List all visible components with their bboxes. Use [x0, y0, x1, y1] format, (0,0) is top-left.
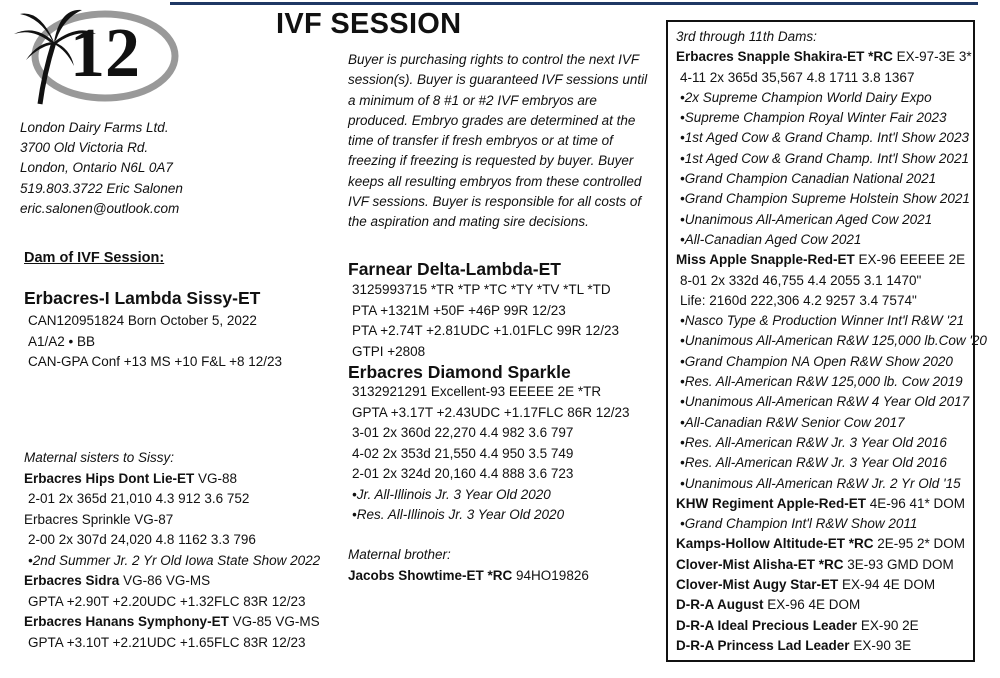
dam-name: Clover-Mist Alisha-ET *RC	[676, 556, 844, 572]
mgd-name: Erbacres Diamond Sparkle	[348, 362, 571, 382]
dam-score: 4E-96 41* DOM	[866, 495, 966, 511]
dam-note: •Res. All-American R&W Jr. 3 Year Old 2016	[680, 455, 947, 471]
dam-heading: Dam of IVF Session:	[24, 250, 165, 266]
mgd-line: 4-02 2x 353d 21,550 4.4 950 3.5 749	[352, 445, 574, 461]
dam-record: Life: 2160d 222,306 4.2 9257 3.4 7574"	[680, 292, 917, 308]
dam-record: 8-01 2x 332d 46,755 4.4 2055 3.1 1470"	[680, 272, 922, 288]
maternal-brother-code: 94HO19826	[512, 567, 589, 583]
sister-name: Erbacres Hanans Symphony-ET	[24, 614, 229, 629]
dam-line: CAN-GPA Conf +13 MS +10 F&L +8 12/23	[28, 354, 283, 369]
dam-line: CAN120951824 Born October 5, 2022	[28, 313, 257, 328]
sister-record: GPTA +3.10T +2.21UDC +1.65FLC 83R 12/23	[28, 634, 306, 650]
lot-number: 12	[70, 15, 140, 92]
sire-name: Farnear Delta-Lambda-ET	[348, 259, 561, 279]
sister-name-row	[24, 510, 320, 531]
mgd-note: •Jr. All-Illinois Jr. 3 Year Old 2020	[352, 486, 551, 502]
sister-name: Erbacres Sidra	[24, 573, 120, 588]
dam-score: EX-90 2E	[857, 617, 919, 633]
consignor-line: 3700 Old Victoria Rd.	[20, 140, 149, 156]
consignor-line: eric.salonen@outlook.com	[20, 200, 180, 216]
dam-note: •Grand Champion Canadian National 2021	[680, 171, 937, 187]
sister-score: VG-86 VG-MS	[119, 573, 211, 588]
dam-row	[676, 555, 987, 575]
sister-name: Erbacres Sprinkle VG-87	[24, 511, 174, 527]
dam-row	[676, 250, 987, 270]
dam-record: 4-11 2x 365d 35,567 4.8 1711 3.8 1367	[680, 69, 915, 85]
consignor-line: London, Ontario N6L 0A7	[20, 160, 173, 176]
dam-score: 2E-95 2* DOM	[873, 536, 966, 552]
dam-note: •1st Aged Cow & Grand Champ. Int'l Show 2023	[680, 130, 969, 146]
sire-line: 3125993715 *TR *TP *TC *TY *TV *TL *TD	[352, 282, 611, 297]
sister-score: VG-88	[194, 470, 238, 486]
dam-note: •Grand Champion Int'l R&W Show 2011	[680, 516, 918, 532]
dam-note: •Unanimous All-American R&W 125,000 lb.Cow '20	[680, 333, 987, 349]
dam-note: •All-Canadian Aged Cow 2021	[680, 231, 862, 247]
dam-score: EX-97-3E 3*	[892, 49, 972, 65]
sister-name-row	[24, 469, 320, 490]
consignor-line: London Dairy Farms Ltd.	[20, 120, 169, 135]
sire-line: PTA +2.74T +2.81UDC +1.01FLC 99R 12/23	[352, 323, 620, 338]
sister-record: 2-00 2x 307d 24,020 4.8 1162 3.3 796	[28, 532, 256, 547]
sister-score: VG-85 VG-MS	[228, 614, 320, 629]
maternal-brother-section	[348, 545, 589, 586]
dam-score: EX-96 EEEEE 2E	[854, 252, 966, 268]
dam-note: •Supreme Champion Royal Winter Fair 2023	[680, 110, 947, 126]
dam-row	[676, 636, 987, 656]
maternal-sisters-heading: Maternal sisters to Sissy:	[24, 450, 175, 465]
dam-name: Kamps-Hollow Altitude-ET *RC	[676, 536, 874, 552]
maternal-brother-name: Jacobs Showtime-ET *RC	[348, 567, 513, 583]
dams-section	[676, 27, 987, 656]
dam-row	[676, 595, 987, 615]
header-rule	[170, 2, 978, 5]
sister-note: •2nd Summer Jr. 2 Yr Old Iowa State Show 2022	[28, 552, 321, 568]
mgd-line: 2-01 2x 324d 20,160 4.4 888 3.6 723	[352, 466, 574, 481]
mgd-line: GPTA +3.17T +2.43UDC +1.17FLC 86R 12/23	[352, 404, 630, 420]
dam-name: D-R-A Ideal Precious Leader	[676, 617, 858, 633]
sister-name-row	[24, 571, 320, 592]
dams-heading: 3rd through 11th Dams:	[676, 29, 817, 44]
dam-line: A1/A2 • BB	[28, 333, 96, 349]
dam-name: Miss Apple Snapple-Red-ET	[676, 252, 855, 268]
dam-row	[676, 534, 987, 554]
dam-name: D-R-A Princess Lad Leader	[676, 637, 850, 653]
sale-terms: Buyer is purchasing rights to control the next IVF session(s). Buyer is guaranteed IVF sessions until a minimum of 8 #1 or #2 IVF embryos are produced. Embryo grades are determined at the time of transfer if fresh embryos or at time of freezing if freezing is requested by buyer. Buyer keeps all resulting embryos from these controlled IVF sessions. Buyer is responsible for all costs of the aspiration and mating sire decisions.	[348, 52, 648, 230]
dam-note: •Grand Champion NA Open R&W Show 2020	[680, 353, 953, 369]
mgd-line: 3-01 2x 360d 22,270 4.4 982 3.6 797	[352, 425, 574, 440]
dam-note: •Unanimous All-American R&W Jr. 2 Yr Old '15	[680, 475, 961, 491]
page-title: IVF SESSION	[276, 8, 462, 40]
dam-note: •All-Canadian R&W Senior Cow 2017	[680, 414, 905, 430]
dam-note: •2x Supreme Champion World Dairy Expo	[680, 89, 932, 105]
consignor-address	[20, 118, 183, 219]
dam-score: EX-96 4E DOM	[763, 597, 861, 613]
dam-row	[676, 47, 987, 67]
sister-record: GPTA +2.90T +2.20UDC +1.32FLC 83R 12/23	[28, 593, 306, 609]
dam-row	[676, 575, 987, 595]
dam-note: •Unanimous All-American Aged Cow 2021	[680, 211, 933, 227]
dam-row	[676, 494, 987, 514]
mgd-line: 3132921291 Excellent-93 EEEEE 2E *TR	[352, 384, 602, 399]
sister-record: 2-01 2x 365d 21,010 4.3 912 3.6 752	[28, 491, 250, 506]
sire-line: PTA +1321M +50F +46P 99R 12/23	[352, 302, 566, 318]
dam-score: EX-90 3E	[849, 637, 912, 653]
dam-name: D-R-A August	[676, 597, 764, 613]
sire-section	[348, 258, 630, 526]
dam-name: KHW Regiment Apple-Red-ET	[676, 495, 866, 511]
consignor-line: 519.803.3722 Eric Salonen	[20, 180, 183, 196]
dam-note: •1st Aged Cow & Grand Champ. Int'l Show 2021	[680, 150, 969, 166]
dam-score: EX-94 4E DOM	[838, 577, 936, 593]
maternal-brother-heading: Maternal brother:	[348, 547, 451, 562]
dam-note: •Res. All-American R&W Jr. 3 Year Old 2016	[680, 434, 947, 450]
sister-name: Erbacres Hips Dont Lie-ET	[24, 470, 195, 486]
sire-line: GTPI +2808	[352, 343, 426, 359]
dam-note: •Grand Champion Supreme Holstein Show 2021	[680, 191, 970, 207]
mgd-note: •Res. All-Illinois Jr. 3 Year Old 2020	[352, 507, 565, 522]
sister-name-row	[24, 612, 320, 633]
dam-score: 3E-93 GMD DOM	[843, 556, 954, 572]
maternal-brother-row	[348, 566, 589, 587]
dam-row	[676, 616, 987, 636]
dam-note: •Unanimous All-American R&W 4 Year Old 2017	[680, 394, 970, 410]
dam-note: •Nasco Type & Production Winner Int'l R&W '21	[680, 313, 965, 329]
dam-note: •Res. All-American R&W 125,000 lb. Cow 2019	[680, 374, 963, 390]
dam-name: Clover-Mist Augy Star-ET	[676, 577, 839, 593]
dam-name: Erbacres-I Lambda Sissy-ET	[24, 288, 261, 308]
maternal-sisters-section	[24, 448, 320, 653]
dam-name: Erbacres Snapple Shakira-ET *RC	[676, 49, 893, 65]
dam-section	[24, 287, 282, 373]
